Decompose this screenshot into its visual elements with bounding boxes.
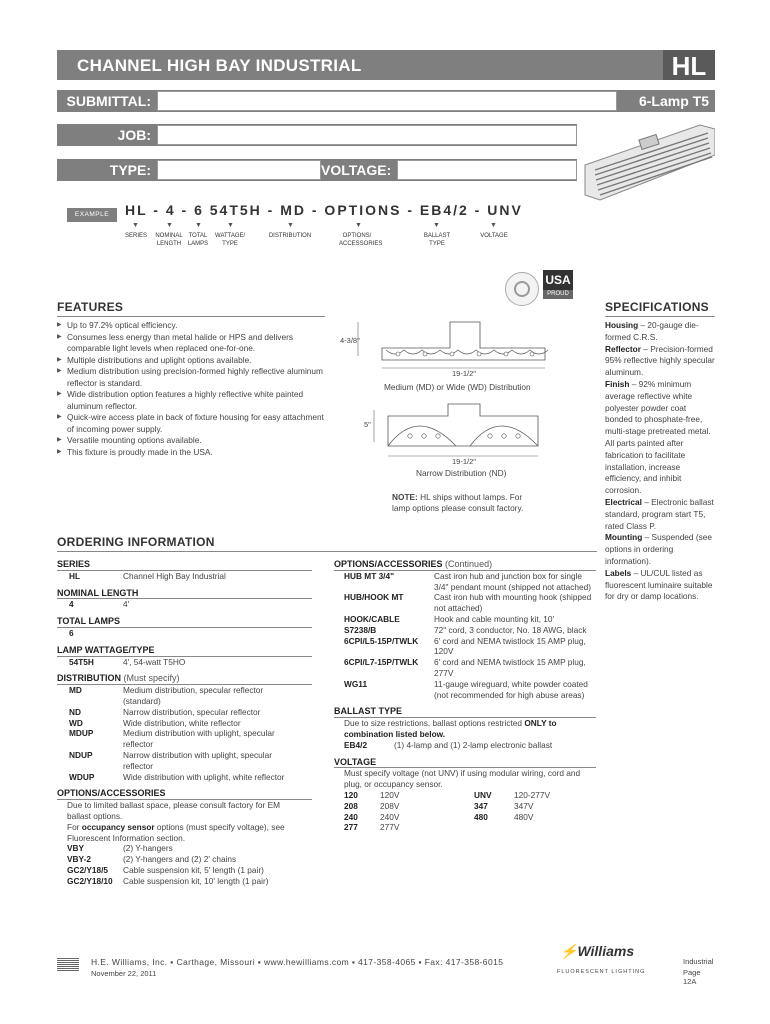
- list-item: ▶ This fixture is proudly made in the USA.: [57, 447, 327, 459]
- diagram-caption: Narrow Distribution (ND): [416, 468, 507, 478]
- job-field[interactable]: [157, 125, 577, 145]
- table-row: HL Channel High Bay Industrial: [69, 570, 226, 581]
- arrow-down-icon: ▼: [355, 222, 362, 229]
- footer-date: November 22, 2011: [91, 969, 157, 978]
- dimension-label: 19-1/2": [452, 369, 476, 378]
- list-item: ▶ Up to 97.2% optical efficiency.: [57, 320, 327, 332]
- example-label: VOLTAGE: [480, 233, 508, 239]
- list-item: ▶ Quick-wire access plate in back of fixture housing for easy attachment of incoming power supply.: [57, 412, 327, 435]
- table-row: HUB MT 3/4" Cast iron hub and junction box for single 3/4" pendant mount (shipped not attached): [344, 570, 592, 592]
- options-note: For occupancy sensor options (must specify voltage), see Fluorescent Information section.: [67, 821, 285, 843]
- list-item: ▶ Medium distribution using precision-formed highly reflective aluminum reflector is standard.: [57, 366, 327, 389]
- table-row: 240 240V: [344, 811, 400, 822]
- flag-icon: [57, 958, 79, 972]
- submittal-row: [57, 90, 715, 112]
- voltage-list-right: [474, 790, 594, 833]
- voltage-label: VOLTAGE:: [321, 162, 392, 178]
- options-continued-heading: OPTIONS/ACCESSORIES (Continued): [334, 559, 493, 569]
- job-label: JOB:: [117, 127, 151, 143]
- arrow-down-icon: ▼: [433, 222, 440, 229]
- ordering-heading: ORDERING INFORMATION: [57, 535, 215, 549]
- specs-header: [605, 300, 715, 317]
- fixture-image: [580, 115, 715, 220]
- table-row: MDUP Medium distribution with uplight, specular reflector: [69, 728, 275, 750]
- divider: [57, 316, 325, 317]
- example-label: BALLAST TYPE: [423, 233, 451, 247]
- example-tag: EXAMPLE: [67, 208, 117, 222]
- divider: [57, 551, 597, 552]
- ordering-left: [57, 556, 312, 887]
- example-label: WATTAGE/ TYPE: [215, 233, 246, 247]
- example-label: NOMINAL LENGTH: [155, 233, 183, 247]
- specs-list: [605, 320, 715, 603]
- spec-item: Finish – 92% minimum average reflective white polyester powder coat bonded to phosphate-free, multi-stage pretreated metal. All parts painted after fabrication to facilitate installation, increase efficiency, and inhibit corrosion.: [605, 378, 711, 496]
- ordering-right: [334, 556, 596, 833]
- distribution-heading: DISTRIBUTION (Must specify): [57, 673, 180, 684]
- table-row: VBY-2 (2) Y-hangers and (2) 2' chains: [67, 854, 237, 865]
- example-row: [67, 200, 587, 270]
- ballast-note: Due to size restrictions, ballast options restricted ONLY to combination listed below.: [344, 718, 557, 739]
- specs-heading: SPECIFICATIONS: [605, 300, 709, 314]
- features-list: [57, 320, 327, 458]
- lamps-heading: TOTAL LAMPS: [57, 616, 120, 627]
- page-title: CHANNEL HIGH BAY INDUSTRIAL: [77, 56, 362, 75]
- table-row: S7238/B 72" cord, 3 conductor, No. 18 AWG, black: [344, 624, 587, 635]
- voltage-field[interactable]: [397, 160, 577, 180]
- list-item: ▶ Wide distribution option features a highly reflective white painted aluminum reflector.: [57, 389, 327, 412]
- logo-subtitle: FLUORESCENT LIGHTING: [557, 969, 646, 975]
- usa-proud-logo: [543, 270, 573, 304]
- note: [392, 492, 542, 513]
- table-row: HOOK/CABLE Hook and cable mounting kit, 10': [344, 613, 555, 624]
- type-row: [57, 159, 577, 181]
- options-heading: OPTIONS/ACCESSORIES: [57, 788, 166, 799]
- usa-logo-text: USA: [543, 270, 573, 290]
- table-row: EB4/2 (1) 4-lamp and (1) 2-lamp electronic ballast: [344, 739, 553, 750]
- table-row: UNV 120-277V: [474, 789, 550, 800]
- table-row: 6: [69, 627, 74, 638]
- ordering-header: [57, 535, 597, 552]
- features-header: [57, 300, 325, 317]
- ul-logo: [505, 272, 539, 306]
- spec-item: Labels – UL/CUL listed as fluorescent luminaire suitable for dry or damp locations.: [605, 567, 713, 602]
- table-row: 6CPI/L7-15P/TWLK 6' cord and NEMA twistlock 15 AMP plug, 277V: [344, 657, 586, 678]
- length-heading: NOMINAL LENGTH: [57, 587, 139, 598]
- spec-item: Electrical – Electronic ballast standard, program start T5, rated Class P.: [605, 496, 714, 531]
- company-info: H.E. Williams, Inc. ▪ Carthage, Missouri ▪ www.hewilliams.com ▪ 417-358-4065 ▪ Fax: 417-358-6015: [91, 957, 504, 967]
- table-row: VBY (2) Y-hangers: [67, 843, 173, 854]
- page-number: Page 12A: [683, 968, 701, 986]
- example-label: DISTRIBUTION: [268, 233, 312, 239]
- arrow-down-icon: ▼: [490, 222, 497, 229]
- dimension-label: 5": [364, 420, 371, 429]
- table-row: GC2/Y18/10 Cable suspension kit, 10' length (1 pair): [67, 875, 269, 886]
- table-row: NDUP Narrow distribution with uplight, specular reflector: [69, 749, 272, 771]
- subtitle: 6-Lamp T5: [638, 93, 709, 109]
- dimension-label: 19-1/2": [452, 457, 476, 466]
- example-label: TOTAL LAMPS: [187, 233, 209, 247]
- table-row: 277 277V: [344, 822, 400, 833]
- list-item: ▶ Versatile mounting options available.: [57, 435, 327, 447]
- williams-logo: ⚡Williams: [560, 943, 635, 959]
- example-label: OPTIONS/ ACCESSORIES: [339, 233, 383, 247]
- list-item: ▶ Consumes less energy than metal halide or HPS and delivers comparable light levels when replaced one-for-one.: [57, 332, 327, 355]
- table-row: GC2/Y18/5 Cable suspension kit, 5' length (1 pair): [67, 864, 264, 875]
- table-row: 120 120V: [344, 789, 400, 800]
- table-row: 347 347V: [474, 800, 534, 811]
- diagram-caption: Medium (MD) or Wide (WD) Distribution: [384, 382, 531, 392]
- note-label: NOTE:: [392, 492, 418, 502]
- product-code: HL: [663, 50, 715, 80]
- voltage-heading: VOLTAGE: [334, 756, 377, 767]
- arrow-down-icon: ▼: [287, 222, 294, 229]
- divider: [605, 316, 715, 317]
- table-row: 54T5H 4', 54-watt T5HO: [69, 656, 186, 667]
- example-label: SERIES: [124, 233, 147, 239]
- ballast-heading: BALLAST TYPE: [334, 706, 403, 717]
- type-label: TYPE:: [109, 162, 151, 178]
- table-row: 6CPI/L5-15P/TWLK 6' cord and NEMA twistlock 15 AMP plug, 120V: [344, 635, 586, 657]
- dimension-diagrams: [340, 318, 600, 518]
- proud-logo-text: PROUD: [543, 290, 573, 299]
- table-row: HUB/HOOK MT Cast iron hub with mounting hook (shipped not attached): [344, 592, 592, 614]
- series-heading: SERIES: [57, 559, 91, 569]
- submittal-label: SUBMITTAL:: [66, 93, 151, 109]
- features-heading: FEATURES: [57, 300, 124, 314]
- title-bar: [57, 50, 715, 80]
- options-note: Due to limited ballast space, please consult factory for EM ballast options.: [67, 800, 281, 821]
- type-field[interactable]: [157, 160, 321, 180]
- arrow-down-icon: ▼: [132, 222, 139, 229]
- voltage-note: Must specify voltage (not UNV) if using modular wiring, cord and plug, or occupancy sensor.: [344, 768, 581, 790]
- example-code: HL - 4 - 6 54T5H - MD - OPTIONS - EB4/2 - UNV: [125, 202, 523, 218]
- footer-category: Industrial: [683, 957, 714, 966]
- table-row: MD Medium distribution, specular reflector (standard): [69, 685, 264, 706]
- spec-item: Mounting – Suspended (see options in ordering information).: [605, 532, 712, 566]
- job-row: [57, 124, 577, 146]
- table-row: 480 480V: [474, 811, 534, 822]
- arrow-down-icon: ▼: [166, 222, 173, 229]
- note-text: HL ships without lamps. For lamp options please consult factory.: [392, 492, 524, 513]
- table-row: WD Wide distribution, white reflector: [69, 717, 241, 728]
- table-row: 208 208V: [344, 800, 400, 811]
- list-item: ▶ Multiple distributions and uplight options available.: [57, 355, 327, 367]
- spec-item: Reflector – Precision-formed 95% reflective highly specular aluminum.: [605, 343, 715, 378]
- arrow-down-icon: ▼: [227, 222, 234, 229]
- table-row: ND Narrow distribution, specular reflector: [69, 706, 261, 717]
- voltage-list-left: [334, 790, 474, 833]
- table-row: 4 4': [69, 599, 130, 610]
- dimension-label: 4-3/8": [340, 336, 360, 345]
- arrow-down-icon: ▼: [195, 222, 202, 229]
- spec-item: Housing – 20-gauge die-formed C.R.S.: [605, 320, 699, 342]
- table-row: WDUP Wide distribution with uplight, white reflector: [69, 771, 285, 782]
- submittal-field[interactable]: [157, 91, 617, 111]
- wattage-heading: LAMP WATTAGE/TYPE: [57, 644, 155, 655]
- table-row: WG11 11-gauge wireguard, white powder coated (not recommended for high abuse areas): [344, 678, 588, 700]
